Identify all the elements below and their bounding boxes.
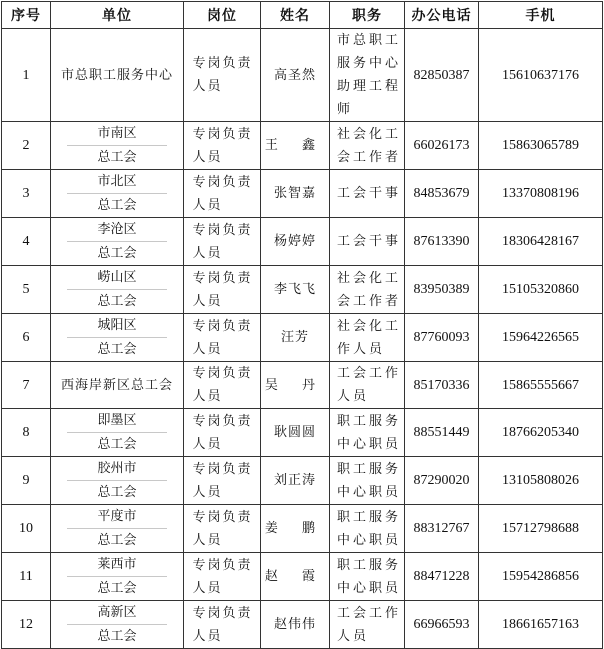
post-cell	[184, 218, 261, 266]
table-row	[2, 266, 603, 314]
job-cell	[330, 601, 405, 649]
name-cell-text: 赵伟伟	[273, 617, 316, 632]
post-cell-text: 专岗负责人员	[192, 126, 253, 165]
job-cell	[330, 29, 405, 122]
office-phone: 87290020	[405, 457, 479, 505]
header-tel: 办公电话	[405, 2, 479, 29]
unit-line: 总工会	[97, 246, 137, 261]
row-number: 11	[2, 553, 51, 601]
office-phone: 88551449	[405, 409, 479, 457]
unit-line: 总工会	[97, 629, 137, 644]
job-cell-text: 社会化工会工作者	[337, 126, 402, 165]
post-cell	[184, 362, 261, 409]
unit-cell	[51, 218, 184, 266]
table-row	[2, 314, 603, 362]
mobile-phone: 18306428167	[479, 218, 603, 266]
unit-line: 市南区	[67, 122, 167, 146]
mobile-phone: 15863065789	[479, 122, 603, 170]
office-phone: 85170336	[405, 362, 479, 409]
row-number: 3	[2, 170, 51, 218]
unit-line: 市北区	[67, 170, 167, 194]
post-cell	[184, 122, 261, 170]
row-number: 5	[2, 266, 51, 314]
row-number: 4	[2, 218, 51, 266]
job-cell-text: 职工服务中心职员	[337, 509, 402, 548]
row-number: 8	[2, 409, 51, 457]
table-row	[2, 505, 603, 553]
job-cell-text: 工会干事	[337, 234, 402, 249]
mobile-phone: 15865555667	[479, 362, 603, 409]
table-body	[2, 29, 603, 649]
post-cell	[184, 266, 261, 314]
job-cell-text: 职工服务中心职员	[337, 557, 402, 596]
header-job: 职务	[330, 2, 405, 29]
post-cell	[184, 505, 261, 553]
job-cell-text: 职工服务中心职员	[337, 413, 402, 452]
name-cell	[261, 457, 330, 505]
office-phone: 66966593	[405, 601, 479, 649]
mobile-phone: 13370808196	[479, 170, 603, 218]
name-cell-text: 赵 霞	[264, 569, 326, 584]
job-cell-text: 职工服务中心职员	[337, 461, 402, 500]
post-cell	[184, 170, 261, 218]
name-cell-text: 姜 鹏	[264, 521, 326, 536]
header-mobile: 手机	[479, 2, 603, 29]
row-number: 2	[2, 122, 51, 170]
name-cell-text: 高圣然	[273, 67, 316, 83]
name-cell-text: 杨婷婷	[273, 234, 316, 249]
post-cell	[184, 409, 261, 457]
row-number: 9	[2, 457, 51, 505]
header-name: 姓名	[261, 2, 330, 29]
name-cell-text: 吴 丹	[264, 377, 326, 393]
name-cell	[261, 553, 330, 601]
header-row	[2, 2, 603, 29]
job-cell-text: 工会干事	[337, 186, 402, 201]
unit-line: 胶州市	[67, 457, 167, 481]
row-number: 6	[2, 314, 51, 362]
mobile-phone: 13105808026	[479, 457, 603, 505]
unit-cell	[51, 505, 184, 553]
table-row	[2, 362, 603, 409]
job-cell-text: 工会工作人员	[337, 366, 402, 404]
job-cell	[330, 409, 405, 457]
office-phone: 84853679	[405, 170, 479, 218]
mobile-phone: 18661657163	[479, 601, 603, 649]
office-phone: 88471228	[405, 553, 479, 601]
mobile-phone: 15105320860	[479, 266, 603, 314]
unit-cell	[51, 266, 184, 314]
name-cell	[261, 505, 330, 553]
post-cell	[184, 29, 261, 122]
name-cell	[261, 170, 330, 218]
post-cell-text: 专岗负责人员	[192, 56, 253, 94]
post-cell	[184, 553, 261, 601]
unit-line: 城阳区	[67, 314, 167, 338]
post-cell-text: 专岗负责人员	[192, 318, 253, 357]
job-cell-text: 市总职工服务中心助理工程师	[337, 33, 402, 117]
name-cell-text: 汪芳	[280, 330, 309, 345]
table-row	[2, 170, 603, 218]
office-phone: 87613390	[405, 218, 479, 266]
job-cell-text: 工会工作人员	[337, 605, 402, 644]
post-cell	[184, 601, 261, 649]
name-cell	[261, 601, 330, 649]
job-cell	[330, 457, 405, 505]
unit-line: 总工会	[97, 294, 137, 309]
post-cell-text: 专岗负责人员	[192, 366, 253, 404]
post-cell-text: 专岗负责人员	[192, 270, 253, 309]
name-cell	[261, 266, 330, 314]
row-number: 10	[2, 505, 51, 553]
table-row	[2, 601, 603, 649]
office-phone: 83950389	[405, 266, 479, 314]
mobile-phone: 18766205340	[479, 409, 603, 457]
unit-cell	[51, 29, 184, 122]
table-row	[2, 409, 603, 457]
name-cell-text: 王 鑫	[264, 138, 326, 153]
office-phone: 66026173	[405, 122, 479, 170]
unit-line: 莱西市	[67, 553, 167, 577]
job-cell-text: 社会化工会工作者	[337, 270, 402, 309]
job-cell	[330, 314, 405, 362]
unit-cell	[51, 362, 184, 409]
table-row	[2, 218, 603, 266]
post-cell-text: 专岗负责人员	[192, 461, 253, 500]
unit-line: 总工会	[97, 437, 137, 452]
name-cell	[261, 29, 330, 122]
row-number: 7	[2, 362, 51, 409]
table-row	[2, 457, 603, 505]
mobile-phone: 15954286856	[479, 553, 603, 601]
mobile-phone: 15610637176	[479, 29, 603, 122]
name-cell-text: 李飞飞	[273, 282, 316, 297]
post-cell-text: 专岗负责人员	[192, 222, 253, 261]
name-cell-text: 张智嘉	[273, 186, 316, 201]
table-row	[2, 122, 603, 170]
row-number: 12	[2, 601, 51, 649]
post-cell-text: 专岗负责人员	[192, 174, 253, 213]
unit-line: 西海岸新区总工会	[61, 377, 174, 393]
header-unit: 单位	[51, 2, 184, 29]
table-row	[2, 553, 603, 601]
job-cell	[330, 505, 405, 553]
post-cell-text: 专岗负责人员	[192, 413, 253, 452]
name-cell-text: 刘正涛	[273, 473, 316, 488]
job-cell	[330, 122, 405, 170]
unit-cell	[51, 553, 184, 601]
unit-line: 总工会	[97, 342, 137, 357]
unit-line: 高新区	[67, 601, 167, 625]
header-post: 岗位	[184, 2, 261, 29]
job-cell	[330, 170, 405, 218]
unit-line: 即墨区	[67, 409, 167, 433]
unit-line: 总工会	[97, 533, 137, 548]
name-cell	[261, 314, 330, 362]
name-cell-text: 耿圆圆	[273, 425, 316, 440]
office-phone: 88312767	[405, 505, 479, 553]
post-cell-text: 专岗负责人员	[192, 509, 253, 548]
unit-cell	[51, 170, 184, 218]
name-cell	[261, 122, 330, 170]
contact-table	[1, 1, 603, 649]
office-phone: 82850387	[405, 29, 479, 122]
job-cell	[330, 218, 405, 266]
unit-line: 崂山区	[67, 266, 167, 290]
unit-cell	[51, 314, 184, 362]
unit-line: 总工会	[97, 581, 137, 596]
unit-cell	[51, 122, 184, 170]
mobile-phone: 15964226565	[479, 314, 603, 362]
name-cell	[261, 409, 330, 457]
table-row	[2, 29, 603, 122]
post-cell	[184, 457, 261, 505]
post-cell-text: 专岗负责人员	[192, 557, 253, 596]
unit-line: 总工会	[97, 485, 137, 500]
unit-line: 市总职工服务中心	[61, 67, 174, 83]
unit-cell	[51, 457, 184, 505]
unit-cell	[51, 409, 184, 457]
post-cell-text: 专岗负责人员	[192, 605, 253, 644]
row-number: 1	[2, 29, 51, 122]
mobile-phone: 15712798688	[479, 505, 603, 553]
unit-line: 平度市	[67, 505, 167, 529]
unit-line: 总工会	[97, 198, 137, 213]
unit-cell	[51, 601, 184, 649]
unit-line: 李沧区	[67, 218, 167, 242]
name-cell	[261, 218, 330, 266]
header-no: 序号	[2, 2, 51, 29]
job-cell	[330, 266, 405, 314]
job-cell	[330, 362, 405, 409]
post-cell	[184, 314, 261, 362]
office-phone: 87760093	[405, 314, 479, 362]
unit-line: 总工会	[97, 150, 137, 165]
name-cell	[261, 362, 330, 409]
job-cell-text: 社会化工作人员	[337, 318, 402, 357]
job-cell	[330, 553, 405, 601]
